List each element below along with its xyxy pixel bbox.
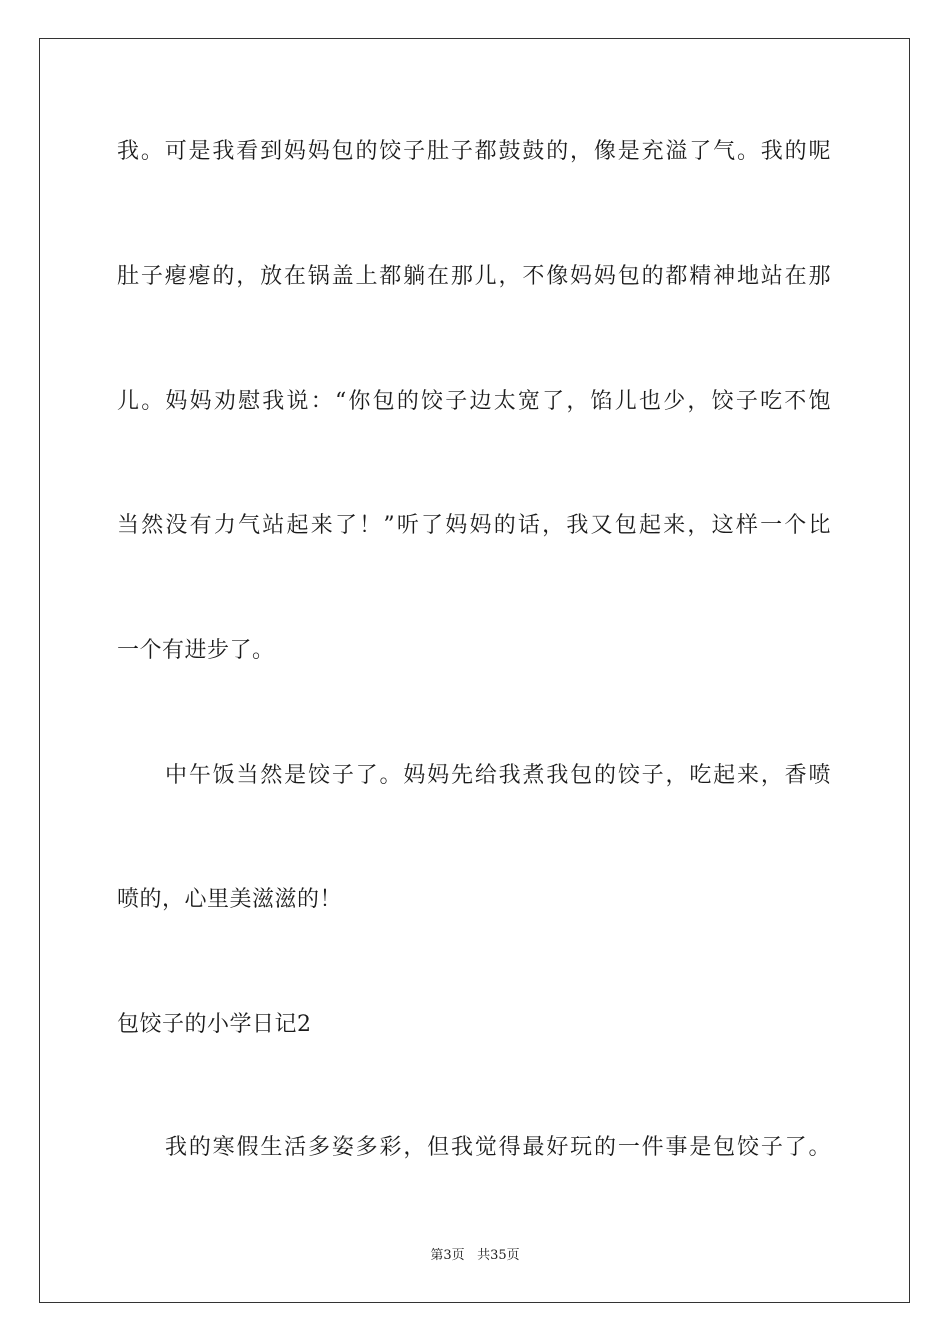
total-pages: 共35页 (477, 1248, 520, 1263)
page-footer (0, 1247, 950, 1265)
page-frame (39, 38, 910, 1303)
body-line-4: 当然没有力气站起来了！”听了妈妈的话，我又包起来，这样一个比 (117, 513, 831, 538)
body-line-5: 一个有进步了。 (117, 638, 275, 663)
body-line-2: 肚子瘪瘪的，放在锅盖上都躺在那儿，不像妈妈包的都精神地站在那 (117, 264, 831, 289)
body-line-1: 我。可是我看到妈妈包的饺子肚子都鼓鼓的，像是充溢了气。我的呢 (117, 139, 831, 164)
page-number: 第3页 (430, 1248, 465, 1263)
section-heading: 包饺子的小学日记2 (117, 1012, 312, 1037)
body-line-3: 儿。妈妈劝慰我说：“你包的饺子边太宽了，馅儿也少，饺子吃不饱 (117, 389, 831, 414)
body-line-9: 我的寒假生活多姿多彩，但我觉得最好玩的一件事是包饺子了。 (165, 1135, 831, 1160)
body-line-6: 中午饭当然是饺子了。妈妈先给我煮我包的饺子，吃起来，香喷 (165, 763, 831, 788)
body-line-7: 喷的，心里美滋滋的！ (117, 887, 343, 912)
